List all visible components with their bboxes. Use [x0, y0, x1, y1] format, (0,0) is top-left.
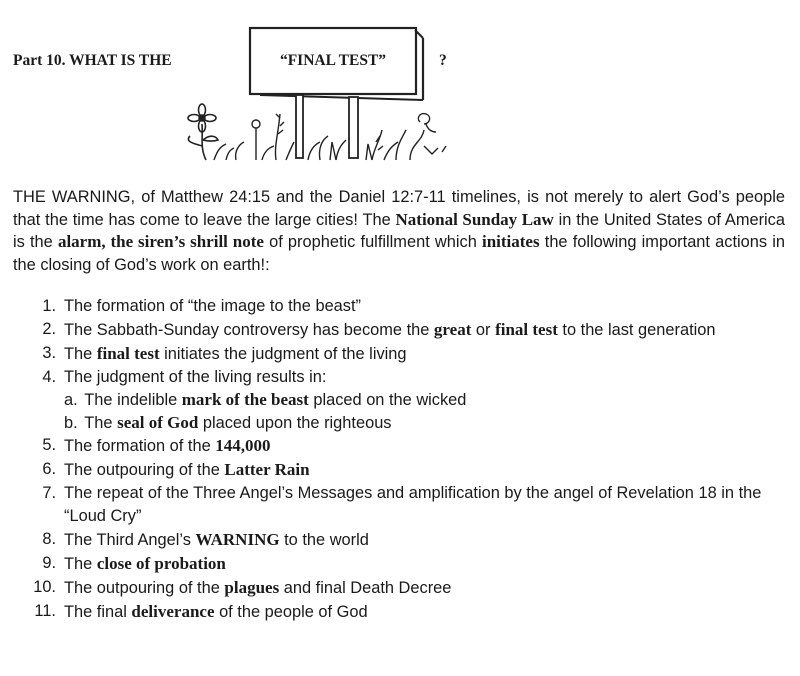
- question-mark: ?: [439, 52, 447, 69]
- list-number: 4.: [42, 368, 56, 386]
- list-item: [30, 552, 770, 576]
- list-item: [30, 342, 770, 366]
- list-item: [30, 295, 770, 318]
- list-item-text: [64, 576, 770, 600]
- text-run: placed on the wicked: [308, 391, 467, 409]
- bold-phrase: alarm, the siren’s shrill note: [57, 232, 264, 251]
- list-number: 5.: [42, 436, 56, 454]
- list-number: 3.: [42, 344, 56, 362]
- list-item: [30, 576, 770, 600]
- list-item: [30, 482, 770, 528]
- signpost-illustration: [170, 18, 460, 168]
- list-item: [30, 600, 770, 624]
- bold-phrase: mark of the beast: [181, 390, 309, 409]
- bold-phrase: initiates: [481, 232, 540, 251]
- list-item: [30, 434, 770, 458]
- list-number: 11.: [34, 602, 56, 620]
- list-item-text: [64, 528, 770, 552]
- text-run: The outpouring of the: [64, 579, 225, 597]
- text-run: The Sabbath-Sunday controversy has become the: [64, 321, 434, 339]
- text-run: The: [84, 413, 118, 432]
- list-number: 1.: [42, 297, 56, 315]
- list-item: [30, 366, 770, 389]
- text-run: The formation of “the image to the beast”: [64, 297, 362, 315]
- list-item-text: [64, 434, 770, 458]
- text-run: of prophetic fulfillment which: [263, 233, 482, 251]
- bold-phrase: great: [433, 320, 472, 339]
- bold-phrase: WARNING: [195, 530, 280, 549]
- text-run: The repeat of the Three Angel’s Messages and amplification by the angel of Revelation 18 in the “Loud Cry”: [64, 484, 762, 525]
- list-item-text: [64, 600, 770, 624]
- list-item-text: [64, 552, 770, 576]
- text-run: or: [471, 321, 496, 339]
- text-run: to the last generation: [557, 321, 716, 339]
- list-number: 7.: [42, 484, 56, 502]
- list-item-text: [64, 295, 770, 318]
- list-number: 10.: [33, 578, 56, 596]
- list-item: [30, 528, 770, 552]
- text-run: and final Death Decree: [279, 579, 452, 597]
- sub-list-letter: b.: [64, 413, 78, 432]
- text-run: THE WARNING, of Matthew 24:15 and the Daniel 12:7-11 timelines, is not merely to alert God’s people that the time has come to leave the large cities! The: [13, 188, 785, 229]
- list-number: 2.: [42, 320, 56, 338]
- sub-list-item: [64, 389, 770, 412]
- bold-phrase: final test: [495, 320, 558, 339]
- list-item-text: [64, 366, 770, 389]
- bold-phrase: final test: [96, 344, 160, 363]
- text-run: The formation of the: [64, 437, 216, 455]
- bold-phrase: 144,000: [215, 436, 271, 455]
- text-run: The: [64, 555, 97, 573]
- list-item-text: [64, 458, 770, 482]
- section-heading: Part 10. WHAT IS THE: [13, 52, 172, 69]
- text-run: placed upon the righteous: [198, 413, 392, 432]
- bold-phrase: seal of God: [117, 412, 199, 432]
- list-item-text: [64, 318, 770, 342]
- list-item: [30, 458, 770, 482]
- text-run: initiates the judgment of the living: [159, 345, 407, 363]
- list-number: 8.: [42, 530, 56, 548]
- bold-phrase: Latter Rain: [224, 460, 310, 479]
- list-item-text: [64, 482, 770, 528]
- list-item-text: [64, 342, 770, 366]
- bold-phrase: National Sunday Law: [395, 209, 554, 229]
- text-run: The judgment of the living results in:: [64, 368, 327, 386]
- sub-list-item: [64, 412, 770, 435]
- bold-phrase: plagues: [224, 578, 280, 597]
- sign-label: “FINAL TEST”: [279, 52, 387, 69]
- sub-list-letter: a.: [64, 391, 78, 409]
- text-run: the following important actions in the closing of God’s work on earth!:: [13, 233, 785, 274]
- list-number: 6.: [42, 460, 56, 478]
- bold-phrase: deliverance: [131, 602, 215, 621]
- intro-paragraph: [13, 186, 785, 276]
- text-run: The Third Angel’s: [64, 531, 196, 549]
- text-run: The final: [64, 603, 132, 621]
- list-number: 9.: [42, 554, 56, 572]
- text-run: of the people of God: [214, 603, 368, 621]
- text-run: The outpouring of the: [64, 461, 225, 479]
- bold-phrase: close of probation: [96, 554, 226, 573]
- actions-list: [30, 295, 770, 624]
- list-item: [30, 318, 770, 342]
- text-run: to the world: [279, 531, 369, 549]
- text-run: The indelible: [84, 391, 182, 409]
- text-run: The: [64, 345, 97, 363]
- text-run: in the United States of America is the: [13, 210, 785, 251]
